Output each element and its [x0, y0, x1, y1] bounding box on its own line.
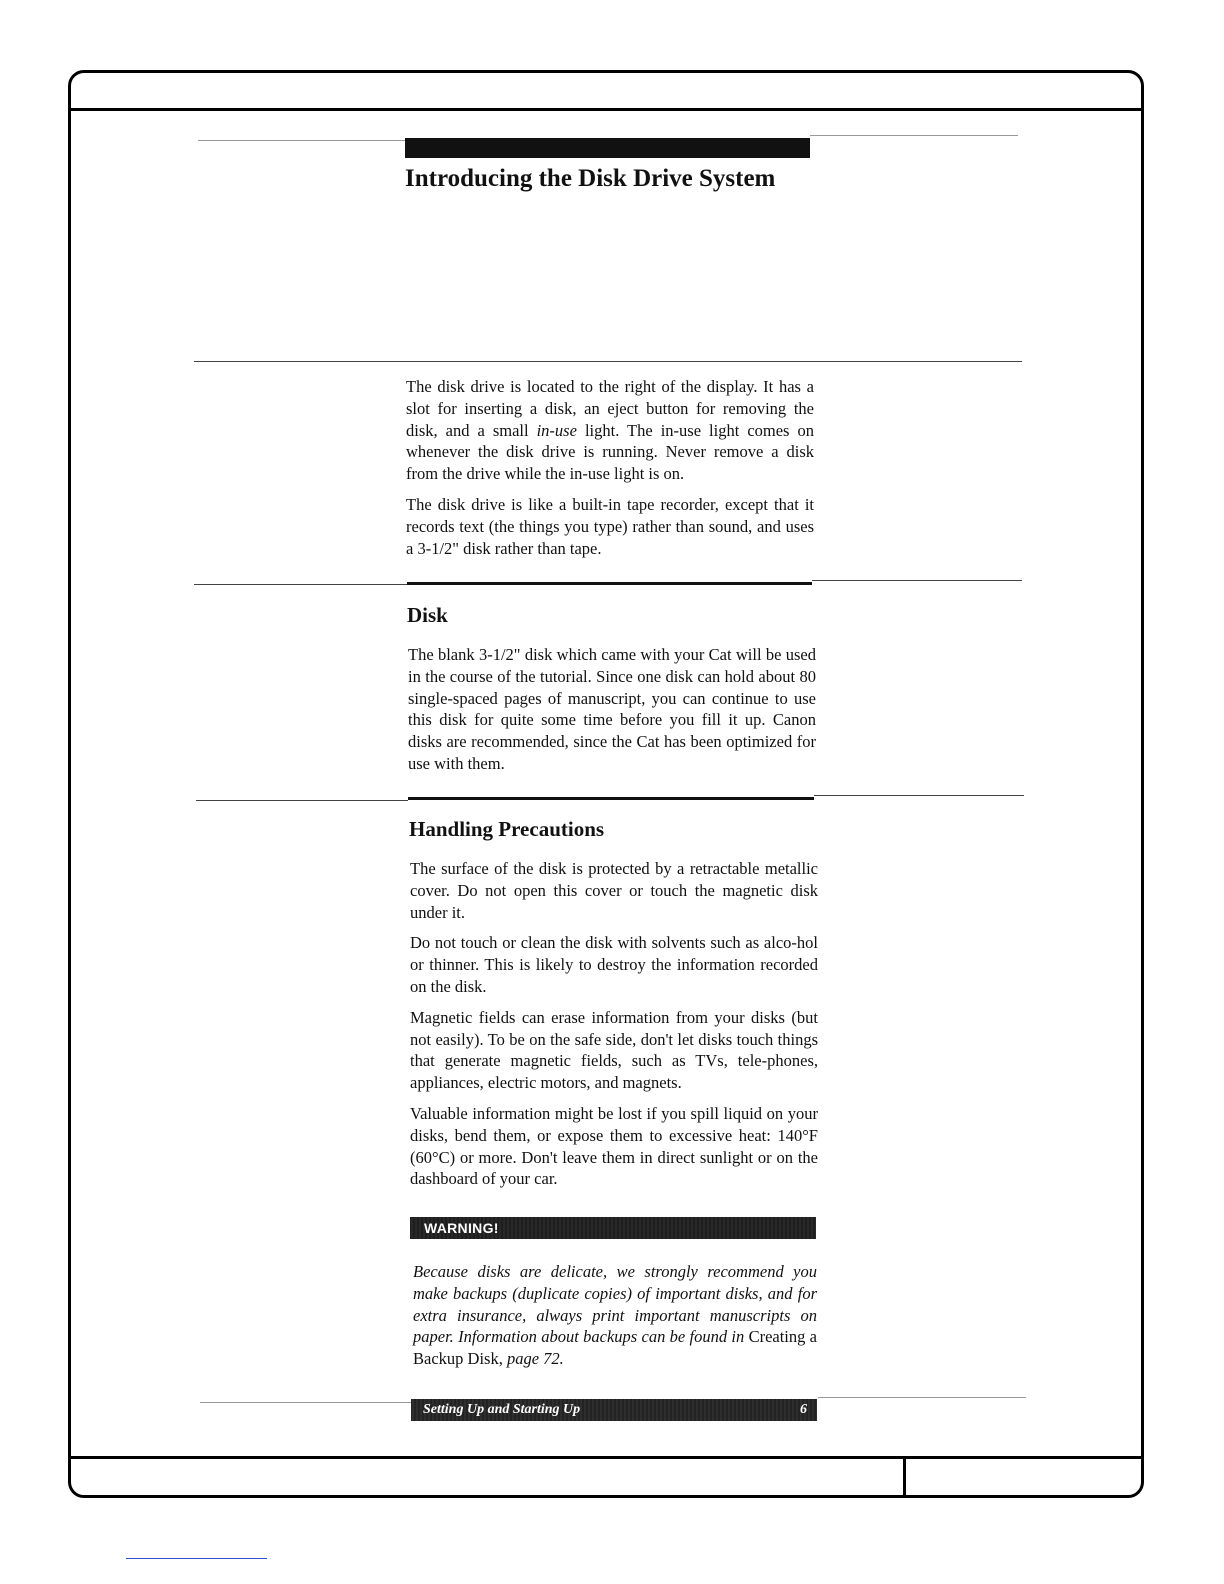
warning-text: Because disks are delicate, we strongly recommend you make backups (duplicate copies) of important disks, and for extra insurance, always print important manuscripts on paper. Information about backups can be found in Creating a Backup Disk, page 72. — [413, 1262, 818, 1369]
disk-heading: Disk — [407, 603, 448, 627]
page-title: Introducing the Disk Drive System — [405, 165, 776, 192]
handling-paragraph: Valuable information might be lost if you spill liquid on your disks, bend them, or expose them to excessive heat: 140°F (60°C) or more. Don't leave them in direct sunlight or on the dashboard of your car. — [410, 1103, 818, 1189]
handling-text — [410, 858, 818, 1199]
footer-section-title: Setting Up and Starting Up — [423, 1402, 581, 1417]
page-number: 6 — [800, 1402, 807, 1417]
handling-paragraph: The surface of the disk is protected by a retractable metallic cover. Do not open this cover or touch the magnetic disk under it. — [410, 859, 818, 922]
warning-label: WARNING! — [424, 1220, 499, 1236]
title-rule-left — [198, 140, 406, 141]
handling-paragraph: Magnetic fields can erase information from your disks (but not easily). To be on the safe side, don't let disks touch things that generate magnetic fields, such as TVs, tele-phones, appliances, electric motors, and magnets. — [410, 1007, 818, 1093]
disk-rule-bar — [407, 582, 812, 585]
warning-bar — [410, 1217, 816, 1239]
frame-bottom-rule — [70, 1456, 1142, 1459]
bottom-link-line — [126, 1558, 267, 1559]
footer-rule-right — [818, 1397, 1026, 1398]
backup-reference: Creating a Backup Disk, — [413, 1327, 818, 1369]
intro-paragraph: The disk drive is located to the right of the display. It has a slot for inserting a disk, an eject button for removing the disk, and a small in-use light. The in-use light comes on whenever the disk drive is running. Never remove a disk from the drive while the in-use light is on. — [406, 377, 814, 484]
handling-paragraph: Do not touch or clean the disk with solvents such as alco-hol or thinner. This is likely to destroy the information recorded on the disk. — [410, 933, 818, 996]
frame-divider — [903, 1458, 906, 1496]
disk-text — [408, 644, 816, 784]
footer-rule-left — [200, 1402, 412, 1403]
title-bar — [405, 138, 810, 158]
disk-rule-left — [194, 584, 408, 585]
intro-paragraph: The disk drive is like a built-in tape recorder, except that it records text (the things you type) rather than sound, and uses a 3-1/2" disk rather than tape. — [406, 494, 814, 558]
section-rule — [194, 361, 1022, 362]
frame-top-rule — [70, 108, 1142, 111]
disk-rule-right — [812, 580, 1022, 581]
handling-rule-right — [814, 795, 1024, 796]
footer-bar — [411, 1399, 817, 1421]
in-use-term: in-use — [536, 420, 577, 440]
disk-paragraph: The blank 3-1/2" disk which came with your Cat will be used in the course of the tutorial. Since one disk can hold about 80 single-spaced pages of manuscript, you can continue to use this disk for quite some time before you fill it up. Canon disks are recommended, since the Cat has been optimized for use with them. — [408, 645, 816, 773]
handling-rule-left — [196, 800, 408, 801]
intro-text — [406, 376, 814, 568]
handling-heading: Handling Precautions — [409, 817, 605, 841]
title-rule-right — [810, 135, 1018, 136]
handling-rule-bar — [408, 797, 814, 800]
